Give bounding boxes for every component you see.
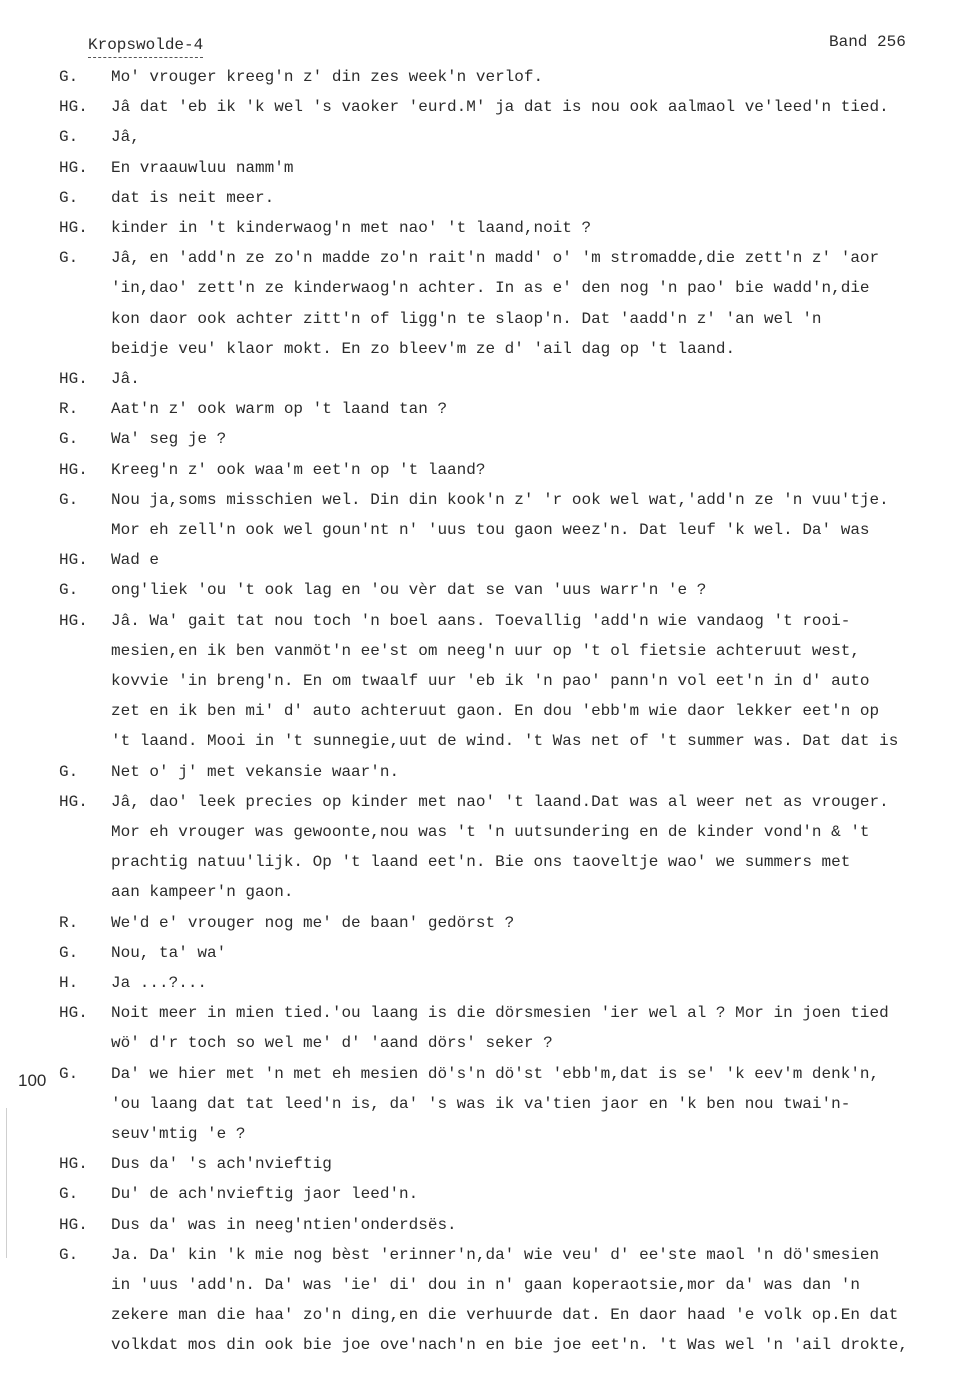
speaker-label: R. xyxy=(59,913,79,932)
line-text: Nou ja,soms misschien wel. Din din kook'n z' 'r ook wel wat,'add'n ze 'n vuu'tje. xyxy=(111,490,889,509)
line-text: kinder in 't kinderwaog'n met nao' 't laand,noit ? xyxy=(111,219,592,237)
speaker-label: G. xyxy=(59,188,79,207)
line-text: zet en ik ben mi' d' auto achteruut gaon. En dou 'ebb'm wie daor lekker eet'n op xyxy=(111,702,880,721)
speaker-label: HG. xyxy=(59,1215,88,1234)
speaker-label: HG. xyxy=(59,460,88,479)
title-underline xyxy=(88,57,203,58)
speaker-label: G. xyxy=(59,1245,79,1264)
line-text: kovvie 'in breng'n. En om twaalf uur 'eb ik 'n pao' pann'n vol eet'n in d' auto xyxy=(111,672,870,690)
document-title xyxy=(88,36,203,54)
line-text: Mor eh vrouger was gewoonte,nou was 't 'n uutsundering en de kinder vond'n & 't xyxy=(111,823,870,841)
band-label: Band 256 xyxy=(829,33,906,51)
line-text: mesien,en ik ben vanmöt'n ee'st om neeg'n uur op 't ol fietsie achteruut west, xyxy=(111,641,860,660)
line-text: Wa' seg je ? xyxy=(111,430,227,449)
speaker-label: G. xyxy=(59,1185,79,1204)
line-text: ong'liek 'ou 't ook lag en 'ou vèr dat se van 'uus warr'n 'e ? xyxy=(111,581,707,600)
line-text: Jâ. xyxy=(111,370,140,388)
speaker-label: G. xyxy=(59,249,79,268)
line-text: Wad e xyxy=(111,551,160,570)
line-text: aan kampeer'n gaon. xyxy=(111,883,294,902)
line-text: in 'uus 'add'n. Da' was 'ie' di' dou in n' gaan koperaotsie,mor da' was dan 'n xyxy=(111,1276,860,1294)
speaker-label: G. xyxy=(59,68,79,86)
line-text: Ja. Da' kin 'k mie nog bèst 'erinner'n,da' wie veu' d' ee'ste maol 'n dö'smesien xyxy=(111,1245,880,1264)
line-text: 'in,dao' zett'n ze kinderwaog'n achter. In as e' den nog 'n pao' bie wadd'n,die xyxy=(111,279,870,298)
line-text: Dus da' was in neeg'ntien'onderdsës. xyxy=(111,1215,457,1234)
speaker-label: G. xyxy=(59,581,79,600)
line-text: zekere man die haa' zo'n ding,en die verhuurde dat. En daor haad 'e volk op.En dat xyxy=(111,1306,899,1325)
speaker-label: HG. xyxy=(59,158,88,177)
line-text: Jâ. Wa' gait tat nou toch 'n boel aans. Toevallig 'add'n wie vandaog 't rooi- xyxy=(111,611,851,630)
speaker-label: H. xyxy=(59,974,79,992)
line-text: wö' d'r toch so wel me' d' 'aand dörs' seker ? xyxy=(111,1034,553,1053)
line-text: We'd e' vrouger nog me' de baan' gedörst ? xyxy=(111,913,515,932)
line-text: Da' we hier met 'n met eh mesien dö's'n dö'st 'ebb'm,dat is se' 'k eev'm denk'n, xyxy=(111,1064,880,1083)
line-text: Mo' vrouger kreeg'n z' din zes week'n verlof. xyxy=(111,68,544,86)
line-text: Aat'n z' ook warm op 't laand tan ? xyxy=(111,400,448,419)
line-text: 'ou laang dat tat leed'n is, da' 's was ik va'tien jaor en 'k ben nou twai'n- xyxy=(111,1094,851,1113)
speaker-label: R. xyxy=(59,400,79,419)
line-text: Net o' j' met vekansie waar'n. xyxy=(111,762,400,781)
margin-divider xyxy=(6,1108,7,1258)
line-text: prachtig natuu'lijk. Op 't laand eet'n. Bie ons taoveltje wao' we summers met xyxy=(111,853,851,872)
line-text: Nou, ta' wa' xyxy=(111,943,227,962)
speaker-label: G. xyxy=(59,943,79,962)
line-text: kon daor ook achter zitt'n of ligg'n te slaop'n. Dat 'aadd'n z' 'an wel 'n xyxy=(111,309,822,328)
line-text: Jâ, xyxy=(111,128,140,147)
line-text: beidje veu' klaor mokt. En zo bleev'm ze d' 'ail dag op 't laand. xyxy=(111,339,736,358)
line-text: Ja ...?... xyxy=(111,974,208,992)
speaker-label: HG. xyxy=(59,370,88,388)
line-text: dat is neit meer. xyxy=(111,188,275,207)
speaker-label: G. xyxy=(59,430,79,449)
line-text: Jâ, en 'add'n ze zo'n madde zo'n rait'n madd' o' 'm stromadde,die zett'n z' 'aor xyxy=(111,249,880,268)
speaker-label: G. xyxy=(59,128,79,147)
speaker-label: HG. xyxy=(59,1155,88,1174)
line-text: seuv'mtig 'e ? xyxy=(111,1125,246,1143)
document-title-text: Kropswolde-4 xyxy=(88,36,204,54)
line-text: Dus da' 's ach'nvieftig xyxy=(111,1155,332,1174)
speaker-label: HG. xyxy=(59,1004,88,1023)
speaker-label: G. xyxy=(59,762,79,781)
speaker-label: G. xyxy=(59,1064,79,1083)
margin-page-number: 100 xyxy=(18,1071,47,1090)
speaker-label: HG. xyxy=(59,551,88,570)
line-text: Kreeg'n z' ook waa'm eet'n op 't laand? xyxy=(111,460,486,479)
line-text: volkdat mos din ook bie joe ove'nach'n en bie joe eet'n. 't Was wel 'n 'ail drokte, xyxy=(111,1336,908,1355)
line-text: Du' de ach'nvieftig jaor leed'n. xyxy=(111,1185,419,1204)
line-text: Jâ dat 'eb ik 'k wel 's vaoker 'eurd.M' ja dat is nou ook aalmaol ve'leed'n tied. xyxy=(111,98,889,117)
speaker-label: HG. xyxy=(59,219,88,237)
speaker-label: HG. xyxy=(59,98,88,117)
speaker-label: G. xyxy=(59,490,79,509)
line-text: En vraauwluu namm'm xyxy=(111,158,294,177)
speaker-label: HG. xyxy=(59,792,88,811)
line-text: Mor eh zell'n ook wel goun'nt n' 'uus tou gaon weez'n. Dat leuf 'k wel. Da' was xyxy=(111,521,870,539)
line-text: 't laand. Mooi in 't sunnegie,uut de wind. 't Was net of 't summer was. Dat dat is xyxy=(111,732,899,751)
speaker-label: HG. xyxy=(59,611,88,630)
line-text: Noit meer in mien tied.'ou laang is die dörsmesien 'ier wel al ? Mor in joen tied xyxy=(111,1004,889,1023)
line-text: Jâ, dao' leek precies op kinder met nao' 't laand.Dat was al weer net as vrouger. xyxy=(111,792,889,811)
